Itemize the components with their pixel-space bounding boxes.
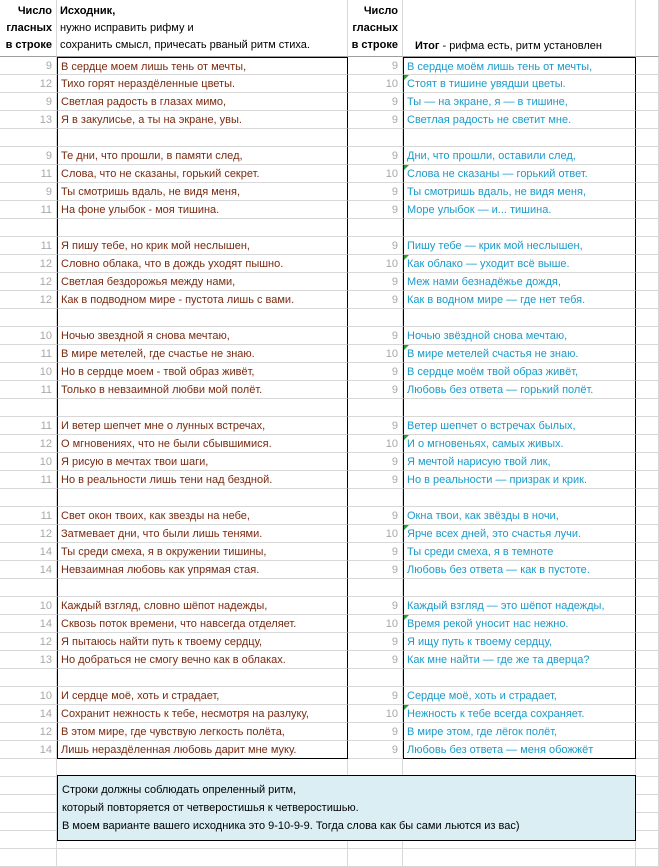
source-line[interactable]: Но в сердце моем - твой образ живёт,: [57, 363, 348, 381]
result-vowel-count[interactable]: 9: [348, 633, 403, 651]
source-line[interactable]: [57, 129, 348, 147]
source-vowel-count[interactable]: 10: [0, 327, 57, 345]
source-line[interactable]: Сквозь поток времени, что навсегда отделяет.: [57, 615, 348, 633]
empty-cell[interactable]: [636, 597, 659, 615]
result-line[interactable]: Стоят в тишине увядши цветы.: [403, 75, 636, 93]
note-line-2: который повторяется от четверостишья к четверостишью.: [62, 802, 359, 814]
header-source-line3: сохранить смысл, причесать рваный ритм стиха.: [60, 39, 310, 51]
empty-cell[interactable]: [636, 651, 659, 669]
empty-cell[interactable]: [636, 687, 659, 705]
source-line[interactable]: Светлая бездорожья между нами,: [57, 273, 348, 291]
empty-cell[interactable]: [636, 831, 659, 849]
result-vowel-count[interactable]: 9: [348, 741, 403, 759]
result-vowel-count[interactable]: 9: [348, 327, 403, 345]
source-vowel-count[interactable]: 9: [0, 93, 57, 111]
source-vowel-count[interactable]: [0, 669, 57, 687]
source-line[interactable]: Сохранит нежность к тебе, несмотря на разлуку,: [57, 705, 348, 723]
result-line[interactable]: В сердце моём твой образ живёт,: [403, 363, 636, 381]
result-line[interactable]: Ты среди смеха, я в темноте: [403, 543, 636, 561]
table-row: [0, 507, 659, 525]
result-vowel-count[interactable]: 9: [348, 561, 403, 579]
result-vowel-count[interactable]: 9: [348, 453, 403, 471]
table-row: [0, 93, 659, 111]
result-vowel-count[interactable]: 10: [348, 615, 403, 633]
table-row: [0, 165, 659, 183]
result-vowel-count[interactable]: 9: [348, 381, 403, 399]
result-vowel-count[interactable]: 10: [348, 435, 403, 453]
result-vowel-count[interactable]: 9: [348, 507, 403, 525]
empty-cell[interactable]: [636, 453, 659, 471]
table-row: [0, 705, 659, 723]
source-line[interactable]: Те дни, что прошли, в памяти след,: [57, 147, 348, 165]
source-vowel-count[interactable]: [0, 219, 57, 237]
source-vowel-count[interactable]: 9: [0, 147, 57, 165]
source-vowel-count[interactable]: 11: [0, 201, 57, 219]
source-vowel-count[interactable]: 11: [0, 345, 57, 363]
empty-cell[interactable]: [57, 849, 348, 867]
table-row: [0, 687, 659, 705]
result-line[interactable]: [403, 399, 636, 417]
source-line[interactable]: И сердце моё, хоть и страдает,: [57, 687, 348, 705]
result-vowel-count[interactable]: 9: [348, 543, 403, 561]
empty-cell[interactable]: [636, 147, 659, 165]
empty-cell[interactable]: [636, 489, 659, 507]
header-source[interactable]: [57, 0, 348, 57]
table-row: [0, 435, 659, 453]
table-row: [0, 651, 659, 669]
result-vowel-count[interactable]: 10: [348, 525, 403, 543]
result-vowel-count[interactable]: 9: [348, 273, 403, 291]
source-vowel-count[interactable]: 12: [0, 291, 57, 309]
table-row: [0, 255, 659, 273]
source-line[interactable]: [57, 219, 348, 237]
empty-cell[interactable]: [636, 237, 659, 255]
header-count-label-2: гласных: [6, 22, 52, 34]
table-row: [0, 453, 659, 471]
source-vowel-count[interactable]: 14: [0, 705, 57, 723]
source-vowel-count[interactable]: 9: [0, 57, 57, 75]
table-row: [0, 561, 659, 579]
source-line[interactable]: Но в реальности лишь тени над бездной.: [57, 471, 348, 489]
source-line[interactable]: Я рисую в мечтах твои шаги,: [57, 453, 348, 471]
result-line[interactable]: Я ищу путь к твоему сердцу,: [403, 633, 636, 651]
table-row: [0, 219, 659, 237]
source-line[interactable]: Каждый взгляд, словно шёпот надежды,: [57, 597, 348, 615]
source-vowel-count[interactable]: [0, 129, 57, 147]
empty-cell[interactable]: [636, 759, 659, 777]
source-line[interactable]: [57, 489, 348, 507]
source-line[interactable]: Ты смотришь вдаль, не видя меня,: [57, 183, 348, 201]
result-vowel-count[interactable]: 9: [348, 237, 403, 255]
header-count-result-label-2: гласных: [352, 22, 398, 34]
empty-cell[interactable]: [0, 831, 57, 849]
result-vowel-count[interactable]: 9: [348, 723, 403, 741]
source-line[interactable]: Словно облака, что в дождь уходят пышно.: [57, 255, 348, 273]
result-line[interactable]: Ты смотришь вдаль, не видя меня,: [403, 183, 636, 201]
result-vowel-count[interactable]: 10: [348, 75, 403, 93]
result-vowel-count[interactable]: 9: [348, 111, 403, 129]
table-row: [0, 471, 659, 489]
result-line[interactable]: В мире этом, где лёгок полёт,: [403, 723, 636, 741]
result-line[interactable]: [403, 579, 636, 597]
table-row: [0, 399, 659, 417]
result-vowel-count[interactable]: 9: [348, 93, 403, 111]
source-vowel-count[interactable]: 14: [0, 615, 57, 633]
empty-cell[interactable]: [403, 849, 636, 867]
table-row: [0, 525, 659, 543]
source-line[interactable]: Ты среди смеха, я в окружении тишины,: [57, 543, 348, 561]
empty-cell[interactable]: [636, 435, 659, 453]
result-line[interactable]: Любовь без ответа — меня обожжёт: [403, 741, 636, 759]
result-line[interactable]: Как мне найти — где же та дверца?: [403, 651, 636, 669]
empty-cell[interactable]: [636, 543, 659, 561]
empty-cell[interactable]: [0, 795, 57, 813]
empty-cell[interactable]: [0, 849, 57, 867]
empty-cell[interactable]: [0, 813, 57, 831]
result-line[interactable]: [403, 219, 636, 237]
result-vowel-count[interactable]: [348, 219, 403, 237]
empty-cell[interactable]: [636, 219, 659, 237]
source-vowel-count[interactable]: 12: [0, 633, 57, 651]
header-source-title: Исходник,: [60, 5, 116, 17]
result-vowel-count[interactable]: 9: [348, 363, 403, 381]
result-line[interactable]: Светлая радость не светит мне.: [403, 111, 636, 129]
source-vowel-count[interactable]: 10: [0, 363, 57, 381]
table-row: [0, 201, 659, 219]
empty-cell[interactable]: [636, 417, 659, 435]
source-vowel-count[interactable]: 11: [0, 417, 57, 435]
source-line[interactable]: Как в подводном мире - пустота лишь с вами.: [57, 291, 348, 309]
result-line[interactable]: Любовь без ответа — горький полёт.: [403, 381, 636, 399]
result-line[interactable]: Море улыбок — и... тишина.: [403, 201, 636, 219]
note-line-1: Строки должны соблюдать опреленный ритм,: [62, 784, 297, 796]
empty-cell[interactable]: [636, 471, 659, 489]
result-line[interactable]: Окна твои, как звёзды в ночи,: [403, 507, 636, 525]
empty-cell[interactable]: [636, 633, 659, 651]
table-row: [0, 111, 659, 129]
result-vowel-count[interactable]: 9: [348, 597, 403, 615]
result-line[interactable]: Но в реальности — призрак и крик.: [403, 471, 636, 489]
result-line[interactable]: Я мечтой нарисую твой лик,: [403, 453, 636, 471]
table-row: [0, 273, 659, 291]
empty-cell[interactable]: [636, 507, 659, 525]
source-line[interactable]: Я пишу тебе, но крик мой неслышен,: [57, 237, 348, 255]
result-line[interactable]: Любовь без ответа — как в пустоте.: [403, 561, 636, 579]
source-vowel-count[interactable]: [0, 579, 57, 597]
table-row: [0, 489, 659, 507]
empty-cell[interactable]: [636, 777, 659, 795]
result-vowel-count[interactable]: [348, 399, 403, 417]
empty-cell[interactable]: [636, 363, 659, 381]
note-line-3: В моем варианте вашего исходника это 9-10-9-9. Тогда слова как бы сами льются из вас): [62, 820, 520, 832]
table-row: [0, 147, 659, 165]
table-row: [0, 723, 659, 741]
header-result-rest: - рифма есть, ритм установлен: [439, 40, 602, 52]
header-result-bold: Итог: [415, 40, 440, 52]
empty-cell[interactable]: [636, 795, 659, 813]
source-line[interactable]: [57, 669, 348, 687]
result-vowel-count[interactable]: 9: [348, 183, 403, 201]
empty-row: [0, 849, 659, 867]
empty-cell[interactable]: [348, 849, 403, 867]
source-line[interactable]: Ночью звездной я снова мечтаю,: [57, 327, 348, 345]
source-line[interactable]: Я в закулисье, а ты на экране, увы.: [57, 111, 348, 129]
header-count-result-label-3: в строке: [351, 39, 398, 51]
result-vowel-count[interactable]: 9: [348, 687, 403, 705]
source-line[interactable]: В этом мире, где чувствую легкость полёта,: [57, 723, 348, 741]
result-line[interactable]: [403, 669, 636, 687]
source-line[interactable]: На фоне улыбок - моя тишина.: [57, 201, 348, 219]
source-vowel-count[interactable]: 12: [0, 723, 57, 741]
source-vowel-count[interactable]: [0, 309, 57, 327]
empty-cell[interactable]: [636, 273, 659, 291]
empty-cell[interactable]: [636, 309, 659, 327]
source-vowel-count[interactable]: 12: [0, 255, 57, 273]
header-empty-column[interactable]: [636, 0, 659, 57]
source-vowel-count[interactable]: 11: [0, 165, 57, 183]
result-line[interactable]: Пишу тебе — крик мой неслышен,: [403, 237, 636, 255]
table-row: [0, 741, 659, 759]
result-line[interactable]: Ветер шепчет о встречах былых,: [403, 417, 636, 435]
source-line[interactable]: Но добраться не смогу вечно как в облаках.: [57, 651, 348, 669]
result-vowel-count[interactable]: 10: [348, 705, 403, 723]
source-vowel-count[interactable]: 12: [0, 273, 57, 291]
empty-cell[interactable]: [636, 579, 659, 597]
table-row: [0, 381, 659, 399]
table-row: [0, 345, 659, 363]
header-count-result[interactable]: [348, 0, 403, 57]
note-box[interactable]: [57, 775, 636, 841]
source-line[interactable]: Слова, что не сказаны, горький секрет.: [57, 165, 348, 183]
result-line[interactable]: Сердце моё, хоть и страдает,: [403, 687, 636, 705]
header-count-label-1: Число: [17, 5, 52, 17]
source-line[interactable]: Лишь нераздёленная любовь дарит мне муку.: [57, 741, 348, 759]
table-row: [0, 309, 659, 327]
source-vowel-count[interactable]: 10: [0, 597, 57, 615]
source-vowel-count[interactable]: 12: [0, 525, 57, 543]
result-line[interactable]: [403, 309, 636, 327]
empty-cell[interactable]: [636, 561, 659, 579]
table-row: [0, 633, 659, 651]
result-line[interactable]: Ярче всех дней, это счастья лучи.: [403, 525, 636, 543]
table-row: [0, 615, 659, 633]
empty-cell[interactable]: [0, 777, 57, 795]
empty-cell[interactable]: [636, 345, 659, 363]
source-vowel-count[interactable]: 10: [0, 687, 57, 705]
table-row: [0, 75, 659, 93]
result-vowel-count[interactable]: 10: [348, 345, 403, 363]
result-line[interactable]: Время рекой уносит нас нежно.: [403, 615, 636, 633]
source-vowel-count[interactable]: [0, 489, 57, 507]
result-vowel-count[interactable]: 9: [348, 201, 403, 219]
empty-cell[interactable]: [636, 741, 659, 759]
empty-cell[interactable]: [636, 183, 659, 201]
table-row: [0, 579, 659, 597]
result-line[interactable]: Слова не сказаны — горький ответ.: [403, 165, 636, 183]
result-line[interactable]: Ночью звёздной снова мечтаю,: [403, 327, 636, 345]
source-vowel-count[interactable]: 10: [0, 453, 57, 471]
empty-cell[interactable]: [636, 291, 659, 309]
table-row: [0, 291, 659, 309]
result-line[interactable]: Каждый взгляд — это шёпот надежды,: [403, 597, 636, 615]
empty-cell[interactable]: [636, 165, 659, 183]
source-line[interactable]: [57, 579, 348, 597]
empty-cell[interactable]: [636, 399, 659, 417]
empty-cell[interactable]: [636, 615, 659, 633]
source-line[interactable]: О мгновениях, что не были сбывшимися.: [57, 435, 348, 453]
result-vowel-count[interactable]: [348, 579, 403, 597]
table-row: [0, 57, 659, 75]
result-line[interactable]: И о мгновеньях, самых живых.: [403, 435, 636, 453]
source-line[interactable]: Я пытаюсь найти путь к твоему сердцу,: [57, 633, 348, 651]
source-vowel-count[interactable]: 12: [0, 75, 57, 93]
result-line[interactable]: В мире метелей счастья не знаю.: [403, 345, 636, 363]
source-vowel-count[interactable]: 11: [0, 237, 57, 255]
table-row: [0, 129, 659, 147]
result-line[interactable]: [403, 489, 636, 507]
result-line[interactable]: Нежность к тебе всегда сохраняет.: [403, 705, 636, 723]
table-row: [0, 237, 659, 255]
source-line[interactable]: [57, 399, 348, 417]
result-line[interactable]: [403, 129, 636, 147]
result-vowel-count[interactable]: 10: [348, 165, 403, 183]
result-line[interactable]: Меж нами безнадёжье дождя,: [403, 273, 636, 291]
empty-cell[interactable]: [636, 849, 659, 867]
result-line[interactable]: Как облако — уходит всё выше.: [403, 255, 636, 273]
table-row: [0, 363, 659, 381]
empty-cell[interactable]: [636, 75, 659, 93]
result-vowel-count[interactable]: [348, 309, 403, 327]
header-count-result-label-1: Число: [363, 5, 398, 17]
result-vowel-count[interactable]: 9: [348, 291, 403, 309]
empty-cell[interactable]: [636, 381, 659, 399]
result-line[interactable]: Ты — на экране, я — в тишине,: [403, 93, 636, 111]
source-vowel-count[interactable]: 13: [0, 111, 57, 129]
source-vowel-count[interactable]: 11: [0, 381, 57, 399]
source-line[interactable]: Затмевает дни, что были лишь тенями.: [57, 525, 348, 543]
empty-cell[interactable]: [636, 201, 659, 219]
header-count-source[interactable]: [0, 0, 57, 57]
source-line[interactable]: [57, 309, 348, 327]
empty-cell[interactable]: [636, 525, 659, 543]
empty-cell[interactable]: [636, 111, 659, 129]
header-source-line2: нужно исправить рифму и: [60, 22, 194, 34]
result-vowel-count[interactable]: 9: [348, 651, 403, 669]
source-vowel-count[interactable]: 9: [0, 183, 57, 201]
source-line[interactable]: Светлая радость в глазах мимо,: [57, 93, 348, 111]
result-vowel-count[interactable]: 9: [348, 417, 403, 435]
empty-cell[interactable]: [636, 723, 659, 741]
source-line[interactable]: В сердце моем лишь тень от мечты,: [57, 57, 348, 75]
empty-cell[interactable]: [636, 57, 659, 75]
result-vowel-count[interactable]: [348, 129, 403, 147]
source-vowel-count[interactable]: 13: [0, 651, 57, 669]
empty-cell[interactable]: [636, 255, 659, 273]
result-vowel-count[interactable]: [348, 489, 403, 507]
result-vowel-count[interactable]: 9: [348, 57, 403, 75]
table-row: [0, 327, 659, 345]
result-vowel-count[interactable]: 10: [348, 255, 403, 273]
table-row: [0, 183, 659, 201]
empty-cell[interactable]: [636, 93, 659, 111]
source-vowel-count[interactable]: 14: [0, 561, 57, 579]
table-row: [0, 543, 659, 561]
header-result[interactable]: [403, 0, 636, 57]
source-vowel-count[interactable]: 11: [0, 507, 57, 525]
table-row: [0, 597, 659, 615]
table-row: [0, 669, 659, 687]
result-line[interactable]: В сердце моём лишь тень от мечты,: [403, 57, 636, 75]
result-vowel-count[interactable]: [348, 669, 403, 687]
empty-cell[interactable]: [636, 813, 659, 831]
source-vowel-count[interactable]: 14: [0, 741, 57, 759]
table-row: [0, 417, 659, 435]
empty-cell[interactable]: [636, 129, 659, 147]
empty-cell[interactable]: [636, 705, 659, 723]
empty-cell[interactable]: [636, 669, 659, 687]
source-line[interactable]: Свет окон твоих, как звезды на небе,: [57, 507, 348, 525]
source-line[interactable]: Только в невзаимной любви мой полёт.: [57, 381, 348, 399]
header-count-label-3: в строке: [5, 39, 52, 51]
source-vowel-count[interactable]: 12: [0, 435, 57, 453]
source-vowel-count[interactable]: [0, 399, 57, 417]
result-vowel-count[interactable]: 9: [348, 471, 403, 489]
source-vowel-count[interactable]: 14: [0, 543, 57, 561]
empty-cell[interactable]: [0, 759, 57, 777]
empty-cell[interactable]: [636, 327, 659, 345]
source-line[interactable]: Тихо горят нераздёленные цветы.: [57, 75, 348, 93]
source-line[interactable]: И ветер шепчет мне о лунных встречах,: [57, 417, 348, 435]
result-line[interactable]: Как в водном мире — где нет тебя.: [403, 291, 636, 309]
result-line[interactable]: Дни, что прошли, оставили след,: [403, 147, 636, 165]
result-vowel-count[interactable]: 9: [348, 147, 403, 165]
source-vowel-count[interactable]: 11: [0, 471, 57, 489]
source-line[interactable]: Невзаимная любовь как упрямая стая.: [57, 561, 348, 579]
source-line[interactable]: В мире метелей, где счастье не знаю.: [57, 345, 348, 363]
